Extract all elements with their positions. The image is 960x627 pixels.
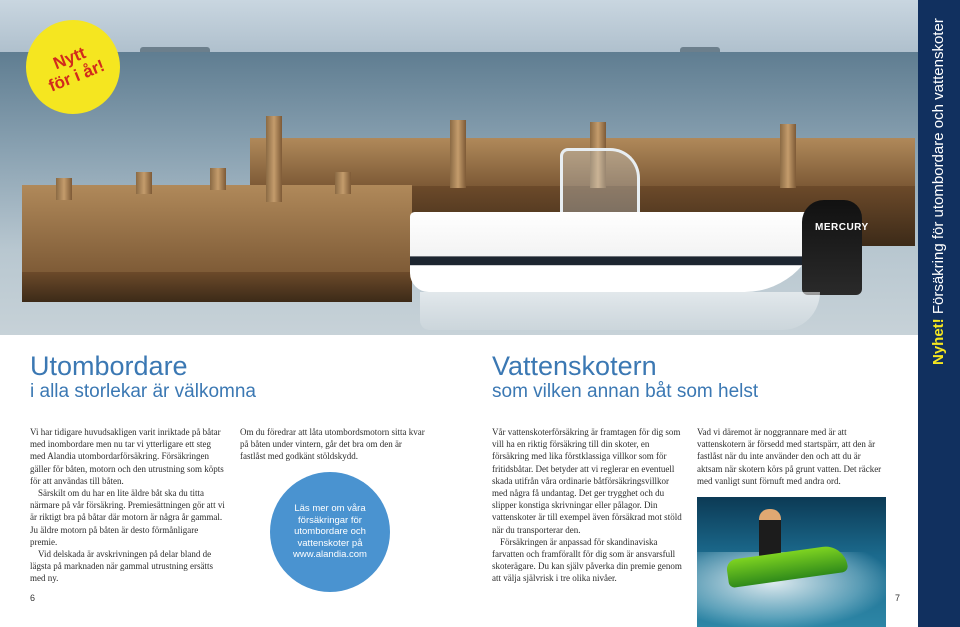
read-more-circle[interactable] xyxy=(270,472,390,592)
column-2 xyxy=(240,426,425,463)
right-heading xyxy=(492,352,758,403)
paragraph: Vad vi däremot är noggrannare med är att vattenskotern är försedd med startspärr, att den är fastlåst när du inte använder den och att du är aktsam när skotern körs på grunt vatten. Det räcker med vanligt sunt förnuft med andra ord. xyxy=(697,427,882,486)
side-band-highlight: Nyhet! xyxy=(930,318,947,365)
read-more-text[interactable]: Läs mer om våra försäkringar för utombordare och vattenskoter på www.alandia.com xyxy=(293,503,367,561)
rider xyxy=(759,509,781,559)
dock-post xyxy=(335,172,351,194)
dock-post xyxy=(136,172,152,194)
motorboat xyxy=(410,212,820,292)
dock-post xyxy=(266,116,282,202)
islet xyxy=(140,47,210,52)
side-band-text xyxy=(930,18,947,365)
page-number-left: 6 xyxy=(30,593,36,603)
paragraph: Vid delskada är avskrivningen på delar bland de lägsta på marknaden när gammal utrustning ersätts med ny. xyxy=(30,549,213,584)
column-4 xyxy=(697,426,887,487)
front-dock xyxy=(22,185,412,275)
side-band-rest: Försäkring för utombordare och vattenskoter xyxy=(930,18,947,319)
column-3 xyxy=(492,426,682,585)
badge-text: Nytt för i år! xyxy=(45,43,108,96)
outboard-motor xyxy=(802,200,862,295)
dock-post xyxy=(56,178,72,200)
engine-brand-label: MERCURY xyxy=(815,222,869,233)
left-heading-subtitle: i alla storlekar är välkomna xyxy=(30,381,256,402)
boat-windshield xyxy=(560,148,640,218)
jet-ski-photo xyxy=(697,497,886,627)
dock-post xyxy=(450,120,466,188)
islet xyxy=(680,47,720,52)
paragraph: Särskilt om du har en lite äldre båt ska du titta närmare på vår försäkring. Premiesättningen gör att vi är riktigt bra på båtar där motorn är några år gammal. Ju äldre motorn på båten är desto förmånligare premie. xyxy=(30,488,225,547)
right-heading-subtitle: som vilken annan båt som helst xyxy=(492,381,759,402)
right-heading-title: Vattenskotern xyxy=(492,351,657,381)
boat-reflection xyxy=(420,292,820,330)
left-heading-title: Utombordare xyxy=(30,351,188,381)
paragraph: Vår vattenskoterförsäkring är framtagen för dig som vill ha en riktig försäkring till din skoter, en försäkring med lika förstklassiga villkor som för fritidsbåtar. Det betyder att vi reglerar en eventuell skada utifrån våra ordinarie båtförsäkringsvillkor med några få undantag. Det ger trygghet och du slipper konstiga skrivningar eller pålagor. Din vattenskoter är till exempel även försäkrad mot stöld när du transporterar den. xyxy=(492,427,682,535)
dock-post xyxy=(780,124,796,188)
left-heading xyxy=(30,352,256,403)
paragraph: Om du föredrar att låta utombordsmotorn sitta kvar på båten under vintern, går det bra om den är fastlåst med godkänt stöldskydd. xyxy=(240,427,425,462)
paragraph: Försäkringen är anpassad för skandinaviska farvatten och framförallt för dig som är ansvarsfull skoterägare. Du kan själv påverka din premie genom att välja självrisk i tre olika nivåer. xyxy=(492,536,682,584)
paragraph: Vi har tidigare huvudsakligen varit inriktade på båtar med inombordare men nu tar vi ytterligare ett steg med Alandia utombordarförsäkring. Försäkringen gäller för båten, motorn och den utrustning som köpts för att användas till båten. xyxy=(30,427,224,486)
page-number-right: 7 xyxy=(895,593,901,603)
column-1 xyxy=(30,426,225,585)
sky xyxy=(0,0,918,55)
front-dock-base xyxy=(22,272,412,302)
dock-post xyxy=(210,168,226,190)
